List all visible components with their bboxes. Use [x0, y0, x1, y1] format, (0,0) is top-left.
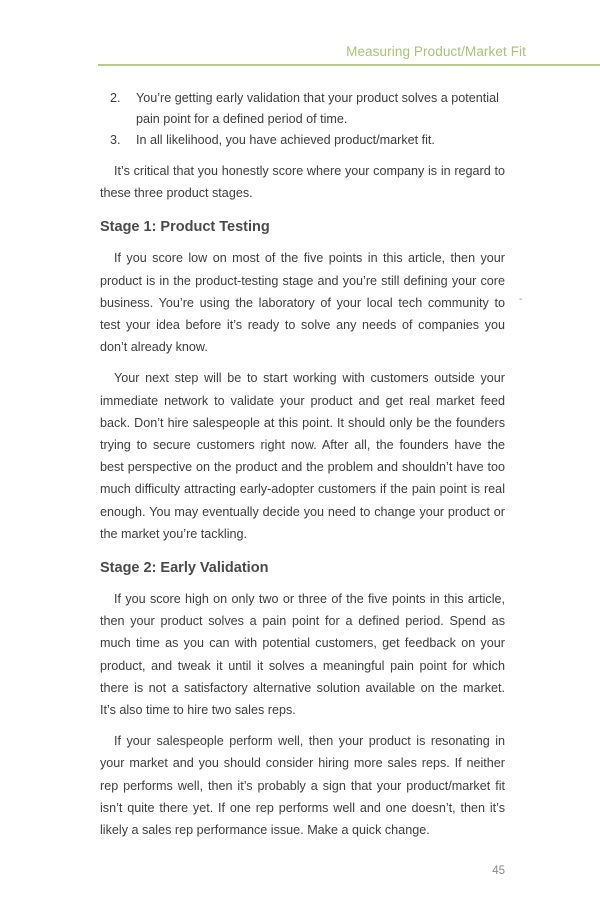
list-text: In all likelihood, you have achieved product/market fit. — [136, 133, 435, 147]
paragraph: Your next step will be to start working with customers outside your immediate network to validate your product and get real market feed back. Don’t hire salespeople at this point. It should only be the founders trying to secure customers right now. After all, the founders have the best perspective on the product and the problem and shouldn’t have too much difficulty attracting early-adopter customers if the pain point is real enough. You may eventually decide you need to change your product or the market you’re tackling. — [100, 371, 505, 541]
list-text: You’re getting early validation that your product solves a potential pain point for a defined period of time. — [136, 91, 499, 126]
list-number: 2. — [110, 91, 121, 105]
page-footer — [100, 861, 505, 919]
page-content — [100, 0, 505, 841]
running-header-title: Measuring Product/Market Fit — [346, 44, 526, 59]
list-item — [100, 130, 505, 151]
paragraph: If you score low on most of the five points in this article, then your product is in the product-testing stage and you’re still defining your core business. You’re using the laboratory of your local tech community to test your idea before it’s ready to solve any needs of companies you don’t already know. — [100, 251, 505, 355]
page-number: 45 — [492, 865, 505, 878]
list-item — [100, 88, 505, 130]
list-number: 3. — [110, 133, 121, 147]
paragraph: If your salespeople perform well, then your product is resonating in your market and you should consider hiring more sales reps. If neither rep performs well, then it’s probably a sign that your product/market fit isn’t quite there yet. If one rep performs well and one doesn’t, then it’s likely a sales rep performance issue. Make a quick change. — [100, 734, 505, 838]
stray-hyphen-mark: - — [519, 294, 523, 305]
section-heading-stage-2: Stage 2: Early Validation — [100, 560, 269, 577]
intro-paragraph: It’s critical that you honestly score where your company is in regard to these three product stages. — [100, 164, 505, 201]
paragraph: If you score high on only two or three of the five points in this article, then your product solves a pain point for a defined period. Spend as much time as you can with potential customers, get feedback on your product, and tweak it until it solves a meaningful pain point for which there is not a satisfactory alternative solution available on the market. It’s also time to hire two sales reps. — [100, 592, 505, 718]
section-heading-stage-1: Stage 1: Product Testing — [100, 219, 270, 236]
